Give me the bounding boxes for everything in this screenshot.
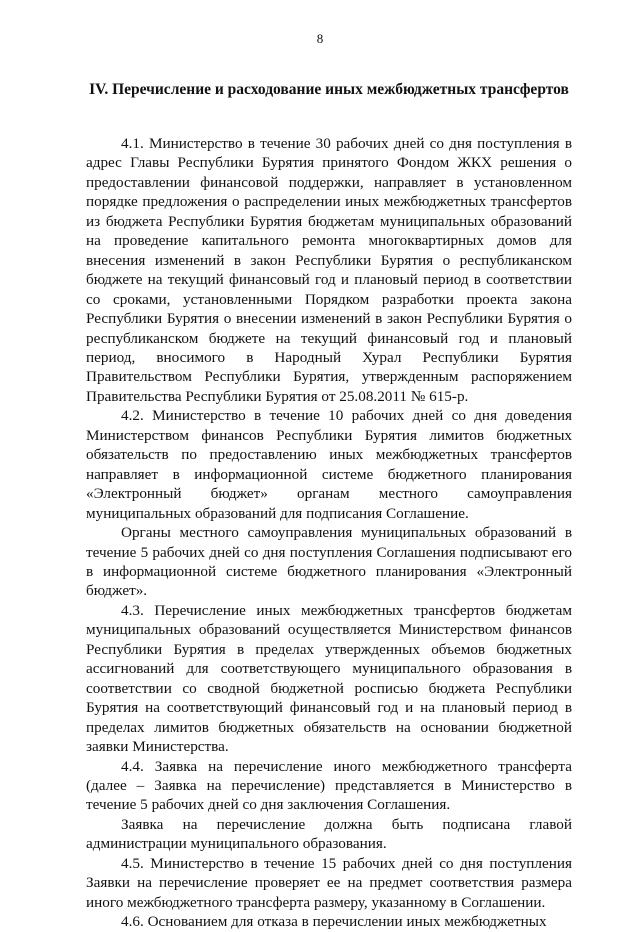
paragraph-4-4: 4.4. Заявка на перечисление иного межбюджетного трансферта (далее – Заявка на перечисление) представляется в Министерство в течение 5 рабочих дней со дня заключения Соглашения.	[86, 757, 572, 814]
paragraph-4-2-continued: Органы местного самоуправления муниципальных образований в течение 5 рабочих дней со дня поступления Соглашения подписывают его в информационной системе бюджетного планирования «Электронный бюджет».	[86, 524, 572, 600]
paragraph-4-6: 4.6. Основанием для отказа в перечислении иных межбюджетных	[121, 913, 547, 931]
paragraph-4-3: 4.3. Перечисление иных межбюджетных трансфертов бюджетам муниципальных образований осуществляется Министерством финансов Республики Бурятия в пределах утвержденных объемов бюджетных ассигнований для соответствующего муниципального образования в соответствии со сводной бюджетной росписью бюджета Республики Бурятия на соответствующий финансовый год и на плановый период в пределах лимитов бюджетных обязательств на основании бюджетной заявки Министерства.	[86, 601, 572, 756]
paragraph-4-4-continued: Заявка на перечисление должна быть подписана главой администрации муниципального образования.	[86, 815, 572, 853]
section-heading: IV. Перечисление и расходование иных межбюджетных трансфертов	[89, 81, 569, 98]
page-number: 8	[316, 31, 324, 46]
paragraph-4-2: 4.2. Министерство в течение 10 рабочих дней со дня доведения Министерством финансов Республики Бурятия лимитов бюджетных обязательств по предоставлению иных межбюджетных трансфертов направляет в информационной системе бюджетного планирования «Электронный бюджет» органам местного самоуправления муниципальных образований для подписания Соглашение.	[86, 407, 572, 522]
section-body	[86, 134, 572, 932]
paragraph-4-1: 4.1. Министерство в течение 30 рабочих дней со дня поступления в адрес Главы Республики Бурятия принятого Фондом ЖКХ решения о предоставлении финансовой поддержки, направляет в установленном порядке предложения о распределении иных межбюджетных трансфертов из бюджета Республики Бурятия бюджетам муниципальных образований на проведение капитального ремонта многоквартирных домов для внесения изменений в закон Республики Бурятия о республиканском бюджете на текущий финансовый год и плановый период в соответствии со сроками, установленными Порядком разработки проекта закона Республики Бурятия о внесении изменений в закон Республики Бурятия о республиканском бюджете на текущий финансовый год и плановый период, вносимого в Народный Хурал Республики Бурятия Правительством Республики Бурятия, утвержденным распоряжением Правительства Республики Бурятия от 25.08.2011 № 615-р.	[86, 135, 572, 405]
paragraph-4-5: 4.5. Министерство в течение 15 рабочих дней со дня поступления Заявки на перечисление проверяет ее на предмет соответствия размера иного межбюджетного трансферта размеру, указанному в Соглашении.	[86, 854, 572, 911]
